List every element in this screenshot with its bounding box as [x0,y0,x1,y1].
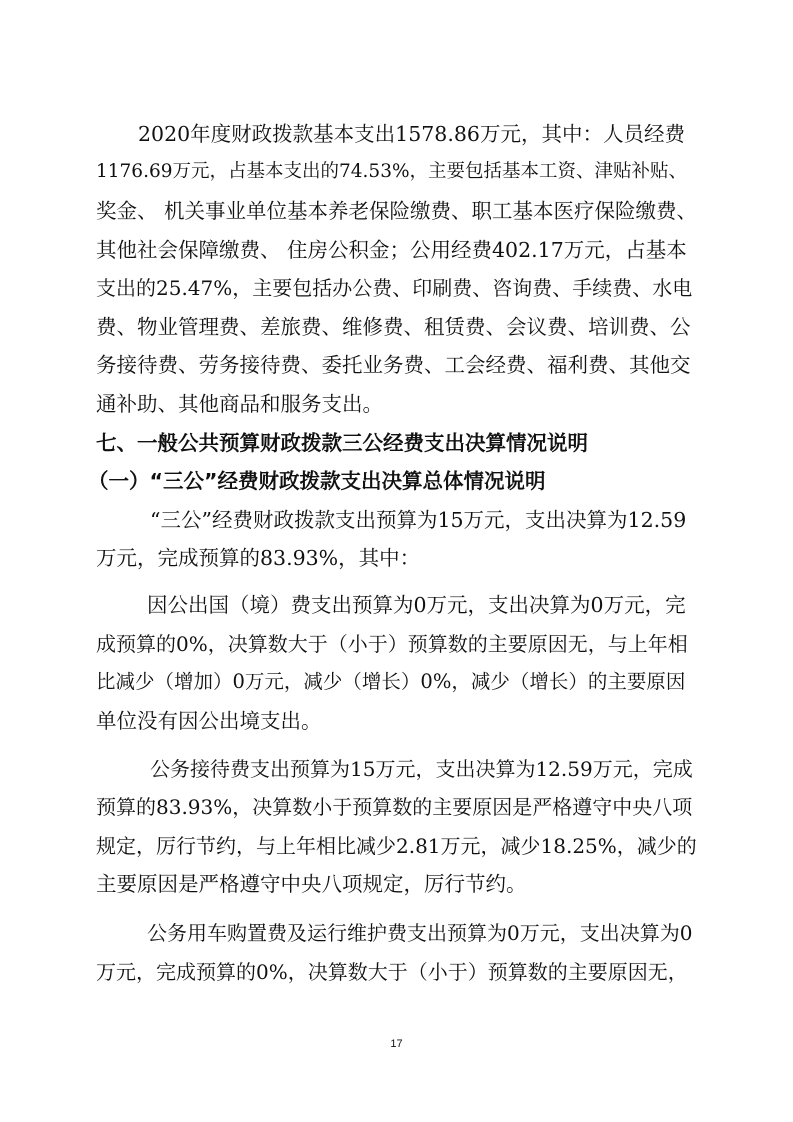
paragraph-line: 成预算的0%，决算数大于（小于）预算数的主要原因无，与上年相 [96,632,688,656]
paragraph-line: 奖金、 机关事业单位基本养老保险缴费、职工基本医疗保险缴费、 [96,199,698,223]
subsection-heading: （一）“三公”经费财政拨款支出决算总体情况说明 [88,469,546,493]
page-number: 17 [390,1038,403,1050]
section-heading: 七、一般公共预算财政拨款三公经费支出决算情况说明 [96,431,588,455]
paragraph-line: 费、物业管理费、差旅费、维修费、租赁费、会议费、培训费、公 [96,315,691,339]
paragraph-line: 万元，完成预算的0%，决算数大于（小于）预算数的主要原因无， [96,960,688,984]
paragraph-line: 公务接待费支出预算为15万元，支出决算为12.59万元，完成 [150,757,693,781]
paragraph-line: 通补助、其他商品和服务支出。 [96,392,383,416]
paragraph-line: 其他社会保障缴费、 住房公积金；公用经费402.17万元，占基本 [96,238,687,262]
paragraph-line: 万元，完成预算的83.93%，其中： [96,546,421,570]
paragraph-line: 因公出国（境）费支出预算为0万元，支出决算为0万元，完 [147,593,686,617]
paragraph-line: 主要原因是严格遵守中央八项规定，厉行节约。 [96,872,527,896]
paragraph-line: 规定，厉行节约，与上年相比减少2.81万元，减少18.25%，减少的 [96,834,697,858]
paragraph-line: 公务用车购置费及运行维护费支出预算为0万元，支出决算为0 [147,921,693,945]
paragraph-line: 支出的25.47%，主要包括办公费、印刷费、咨询费、手续费、水电 [96,276,693,300]
paragraph-line: 比减少（增加）0万元，减少（增长）0%，减少（增长）的主要原因 [96,670,686,693]
paragraph-line: 预算的83.93%，决算数小于预算数的主要原因是严格遵守中央八项 [96,795,693,819]
paragraph-line: “三公”经费财政拨款支出预算为15万元，支出决算为12.59 [150,508,687,532]
paragraph-line: 务接待费、劳务接待费、委托业务费、工会经费、福利费、其他交 [96,353,691,377]
paragraph-line: 2020年度财政拨款基本支出1578.86万元，其中：人员经费 [138,122,685,146]
paragraph-line: 单位没有因公出境支出。 [96,709,322,733]
paragraph-line: 1176.69万元，占基本支出的74.53%，主要包括基本工资、津贴补贴、 [96,161,688,182]
